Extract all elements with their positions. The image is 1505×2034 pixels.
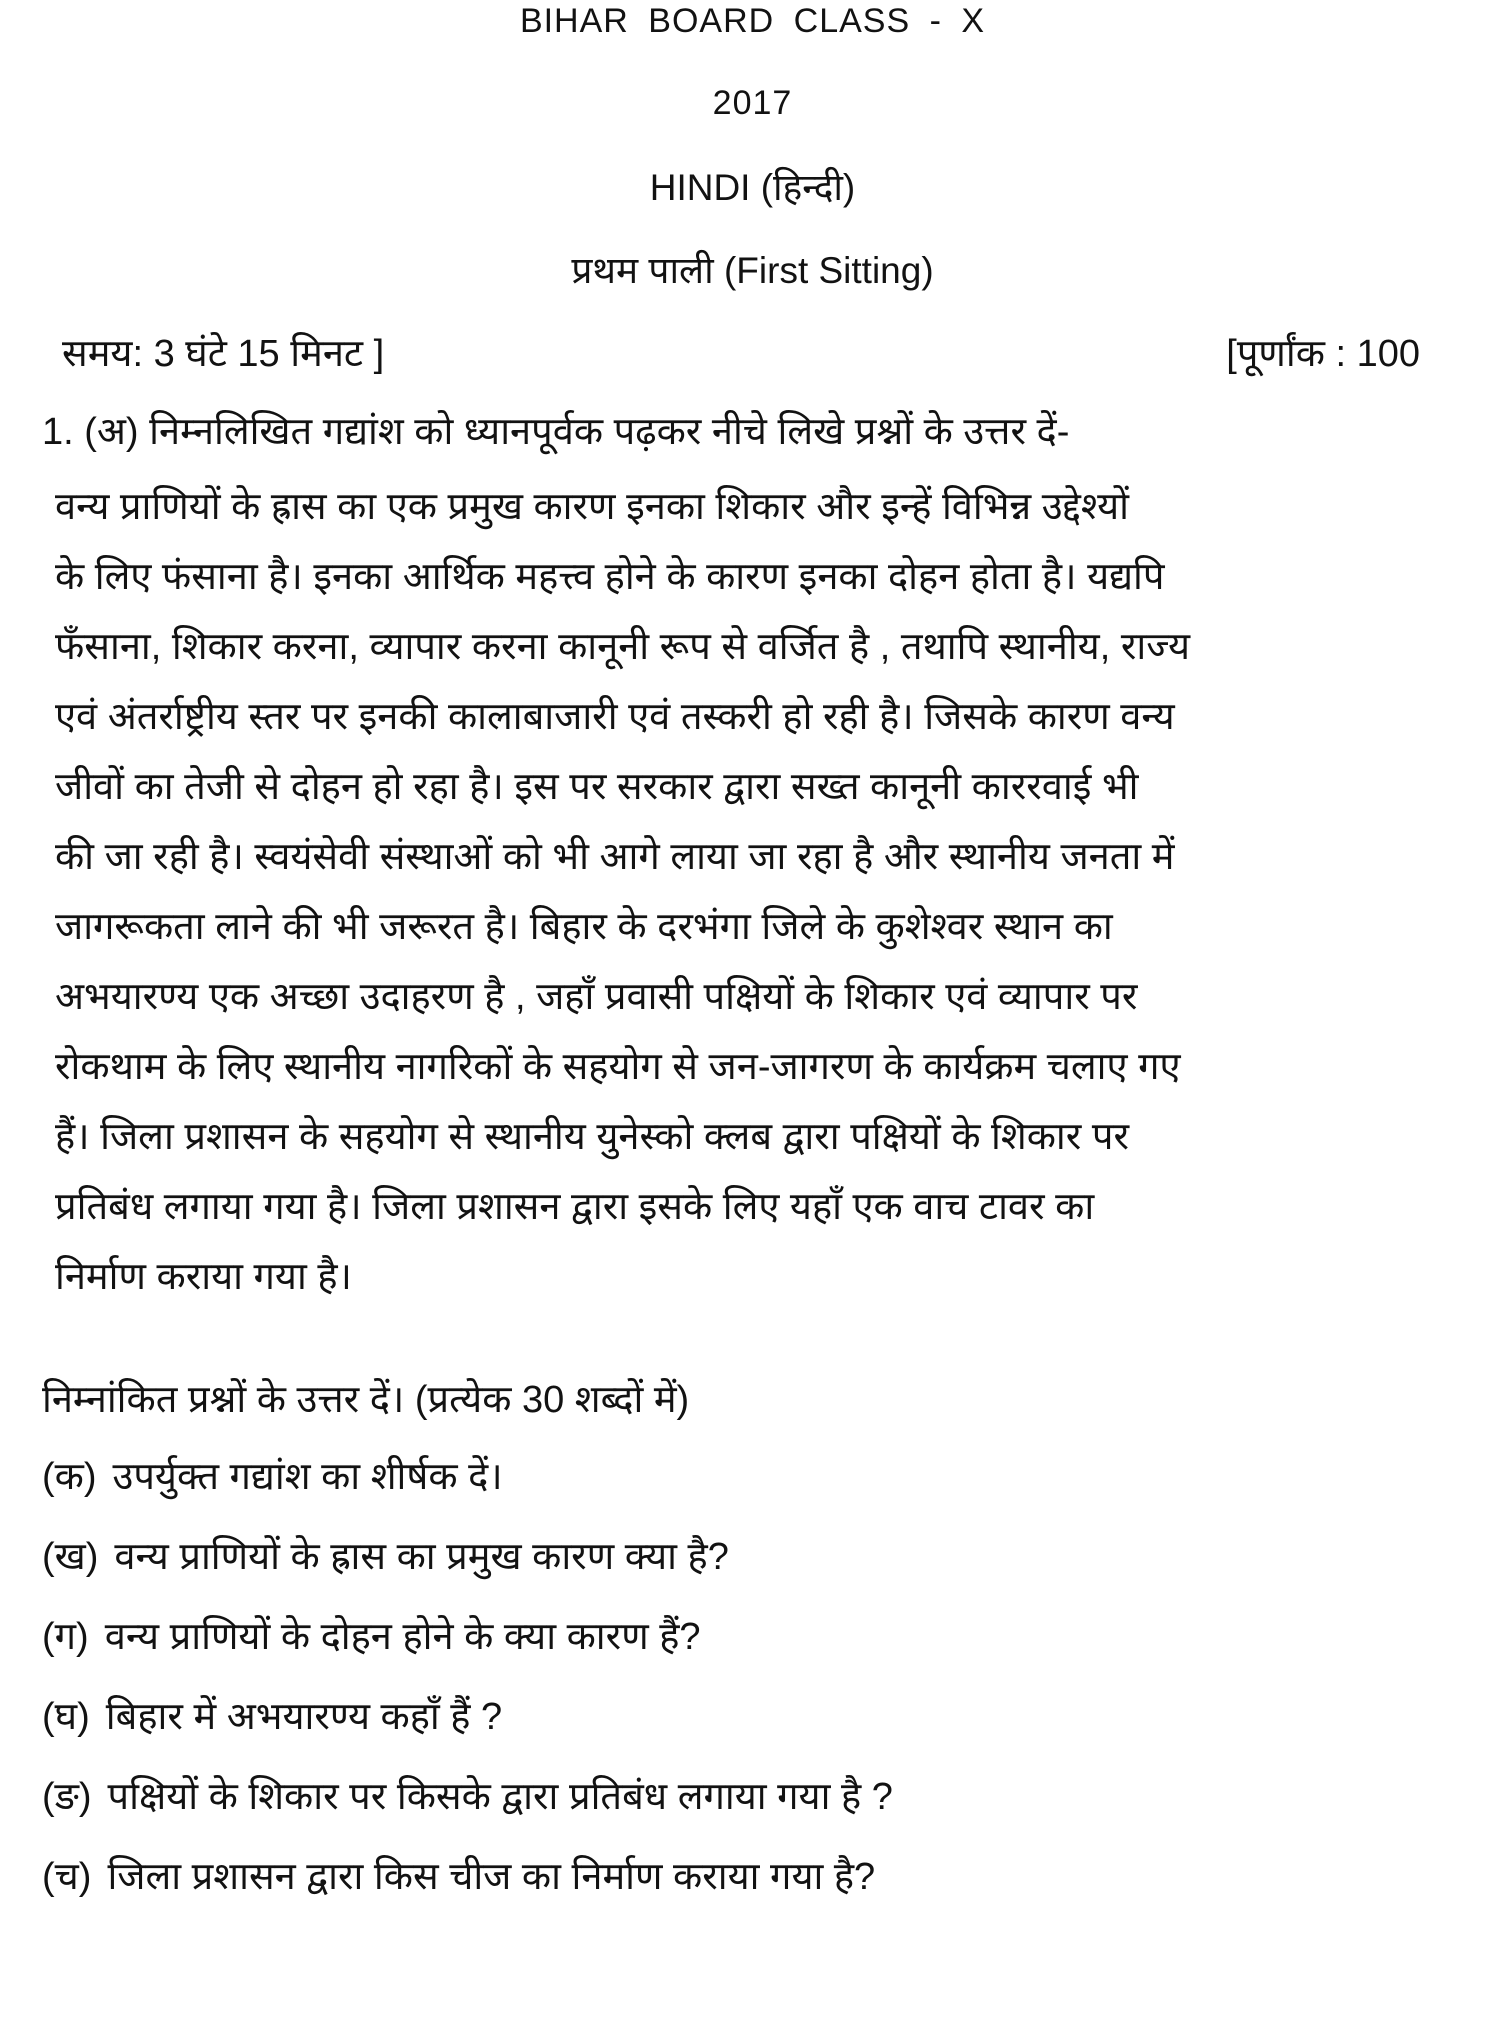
- passage-line: हैं। जिला प्रशासन के सहयोग से स्थानीय युनेस्को क्लब द्वारा पक्षियों के शिकार पर: [55, 1116, 1129, 1158]
- question-item: [42, 1772, 1475, 1852]
- exam-year: 2017: [712, 84, 793, 122]
- question-text: बिहार में अभयारण्य कहाँ हैं ?: [105, 1696, 503, 1738]
- passage: [55, 483, 1467, 1323]
- question-text: वन्य प्राणियों के ह्रास का प्रमुख कारण क्या है?: [114, 1536, 729, 1578]
- question-label: (ख): [42, 1536, 99, 1578]
- question-label: (च): [42, 1856, 92, 1898]
- passage-line: वन्य प्राणियों के ह्रास का एक प्रमुख कारण इनका शिकार और इन्हें विभिन्न उद्देश्यों: [55, 486, 1129, 528]
- sub-questions-instruction: निम्नांकित प्रश्नों के उत्तर दें। (प्रत्येक 30 शब्दों में): [42, 1379, 690, 1421]
- passage-line: निर्माण कराया गया है।: [55, 1256, 352, 1298]
- full-marks: [पूर्णांक : 100: [1226, 333, 1420, 375]
- question-label: (घ): [42, 1696, 90, 1738]
- question-item: [42, 1612, 1475, 1692]
- time-allowed: समय: 3 घंटे 15 मिनट ]: [62, 333, 385, 375]
- question-item: [42, 1852, 1475, 1932]
- question-item: [42, 1532, 1475, 1612]
- passage-line: की जा रही है। स्वयंसेवी संस्थाओं को भी आगे लाया जा रहा है और स्थानीय जनता में: [55, 836, 1175, 878]
- question-label: (ग): [42, 1616, 89, 1658]
- subject-title: HINDI (हिन्दी): [649, 167, 856, 208]
- question-text: वन्य प्राणियों के दोहन होने के क्या कारण हैं?: [104, 1616, 701, 1658]
- passage-line: जागरूकता लाने की भी जरूरत है। बिहार के दरभंगा जिले के कुशेश्वर स्थान का: [55, 906, 1113, 948]
- question-text: उपर्युक्त गद्यांश का शीर्षक दें।: [112, 1456, 503, 1498]
- passage-line: जीवों का तेजी से दोहन हो रहा है। इस पर सरकार द्वारा सख्त कानूनी काररवाई भी: [55, 766, 1139, 808]
- passage-line: रोकथाम के लिए स्थानीय नागरिकों के सहयोग से जन-जागरण के कार्यक्रम चलाए गए: [55, 1046, 1181, 1088]
- question-label: (क): [42, 1456, 97, 1498]
- question1-instruction: 1. (अ) निम्नलिखित गद्यांश को ध्यानपूर्वक पढ़कर नीचे लिखे प्रश्नों के उत्तर दें-: [42, 411, 1070, 453]
- question-text: जिला प्रशासन द्वारा किस चीज का निर्माण कराया गया है?: [107, 1856, 876, 1898]
- passage-line: एवं अंतर्राष्ट्रीय स्तर पर इनकी कालाबाजारी एवं तस्करी हो रही है। जिसके कारण वन्य: [55, 696, 1175, 738]
- sub-questions-list: [42, 1452, 1475, 1932]
- question-label: (ङ): [42, 1776, 92, 1818]
- passage-line: फँसाना, शिकार करना, व्यापार करना कानूनी रूप से वर्जित है , तथापि स्थानीय, राज्य: [55, 626, 1190, 668]
- passage-line: प्रतिबंध लगाया गया है। जिला प्रशासन द्वारा इसके लिए यहाँ एक वाच टावर का: [55, 1186, 1095, 1228]
- question-item: [42, 1452, 1475, 1532]
- meta-row: [62, 326, 1420, 378]
- question-text: पक्षियों के शिकार पर किसके द्वारा प्रतिबंध लगाया गया है ?: [107, 1776, 893, 1818]
- sitting-title: प्रथम पाली (First Sitting): [571, 250, 934, 291]
- question-item: [42, 1692, 1475, 1772]
- board-title: BIHAR BOARD CLASS - X: [519, 2, 986, 40]
- passage-line: अभयारण्य एक अच्छा उदाहरण है , जहाँ प्रवासी पक्षियों के शिकार एवं व्यापार पर: [55, 976, 1138, 1018]
- passage-line: के लिए फंसाना है। इनका आर्थिक महत्त्व होने के कारण इनका दोहन होता है। यद्यपि: [55, 556, 1165, 598]
